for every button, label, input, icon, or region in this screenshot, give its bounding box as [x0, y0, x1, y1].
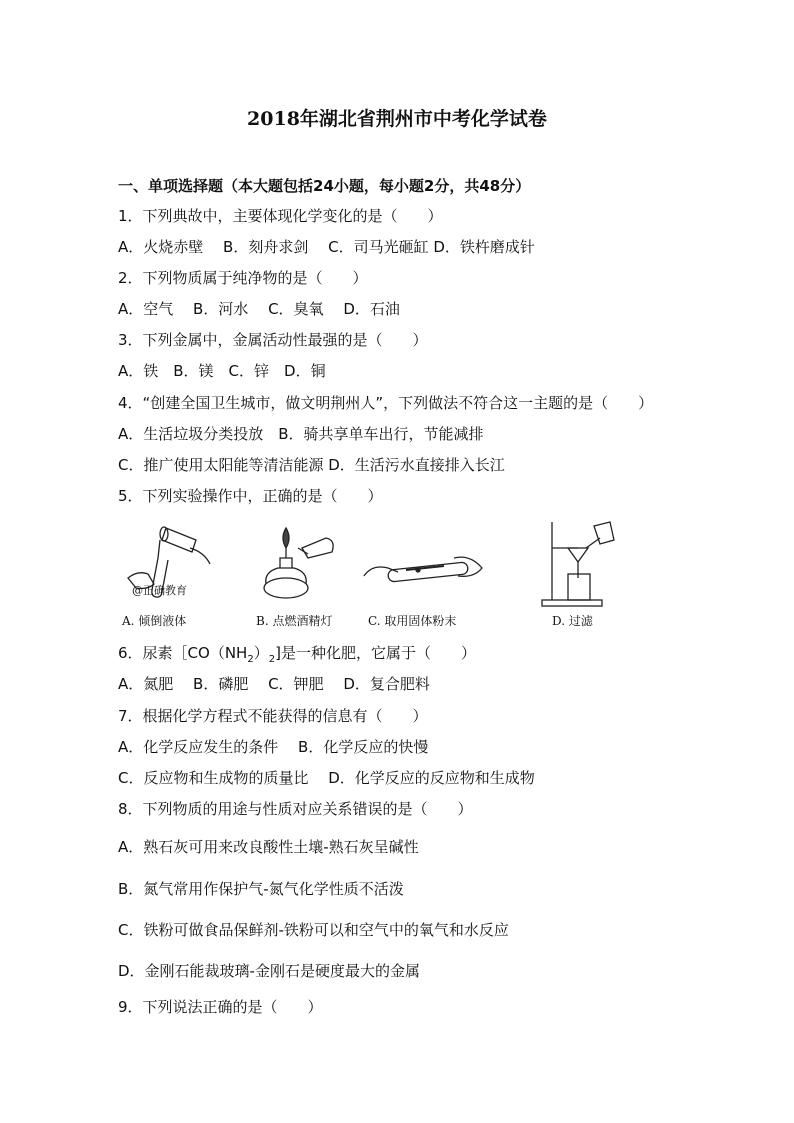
- question-4-options-cd: C．推广使用太阳能等清洁能源 D．生活污水直接排入长江: [118, 456, 505, 474]
- filtration-apparatus-icon: [538, 518, 638, 613]
- question-8-stem: 8．下列物质的用途与性质对应关系错误的是（ ）: [118, 800, 473, 818]
- question-9-stem: 9．下列说法正确的是（ ）: [118, 998, 323, 1016]
- question-6-stem-mid: ）: [253, 644, 269, 662]
- figure-a-caption: A. 倾倒液体: [122, 614, 187, 628]
- question-4-stem: 4．“创建全国卫生城市，做文明荆州人”，下列做法不符合这一主题的是（ ）: [118, 394, 654, 412]
- figure-d-caption: D. 过滤: [552, 614, 593, 628]
- question-6-stem-pre: 6．尿素［CO（NH: [118, 644, 248, 662]
- question-5-stem: 5．下列实验操作中，正确的是（ ）: [118, 487, 383, 505]
- subscript-2b: 2: [268, 654, 276, 665]
- figure-d-filtration: [538, 518, 638, 630]
- question-6-options: A．氮肥 B．磷肥 C．钾肥 D．复合肥料: [118, 675, 430, 693]
- question-7-stem: 7．根据化学方程式不能获得的信息有（ ）: [118, 707, 428, 725]
- question-6-stem-post: ]是一种化肥，它属于（ ）: [275, 644, 476, 662]
- figure-a-pouring-liquid: [118, 518, 228, 630]
- test-tube-powder-icon: [358, 518, 488, 613]
- question-8-option-c: C．铁粉可做食品保鲜剂-铁粉可以和空气中的氧气和水反应: [118, 921, 509, 939]
- question-7-options-cd: C．反应物和生成物的质量比 D．化学反应的反应物和生成物: [118, 769, 535, 787]
- figure-a-watermark: @正确教育: [132, 584, 187, 597]
- question-4-options-ab: A．生活垃圾分类投放 B．骑共享单车出行，节能减排: [118, 425, 484, 443]
- question-6-stem: [118, 643, 476, 670]
- question-3-options: A．铁 B．镁 C．锌 D．铜: [118, 362, 326, 380]
- section-heading: 一、单项选择题（本大题包括24小题，每小题2分，共48分）: [118, 177, 531, 195]
- question-8-option-a: A．熟石灰可用来改良酸性土壤-熟石灰呈碱性: [118, 838, 419, 856]
- question-7-options-ab: A．化学反应发生的条件 B．化学反应的快慢: [118, 738, 429, 756]
- subscript-2: 2: [247, 654, 254, 665]
- page-title: 2018年湖北省荆州市中考化学试卷: [247, 108, 547, 130]
- figure-c-caption: C. 取用固体粉末: [368, 614, 457, 628]
- alcohol-lamp-icon: [246, 518, 356, 613]
- question-8-option-b: B．氮气常用作保护气-氮气化学性质不活泼: [118, 880, 404, 898]
- question-5-figures: [118, 518, 638, 630]
- figure-b-caption: B. 点燃酒精灯: [256, 614, 333, 628]
- pouring-liquid-icon: [118, 518, 228, 613]
- question-1-options: A．火烧赤壁 B．刻舟求剑 C．司马光砸缸 D．铁杵磨成针: [118, 238, 535, 256]
- question-2-stem: 2．下列物质属于纯净物的是（ ）: [118, 269, 368, 287]
- question-3-stem: 3．下列金属中，金属活动性最强的是（ ）: [118, 331, 428, 349]
- figure-c-solid-powder: [358, 518, 488, 630]
- question-1-stem: 1．下列典故中，主要体现化学变化的是（ ）: [118, 207, 443, 225]
- question-2-options: A．空气 B．河水 C．臭氧 D．石油: [118, 300, 400, 318]
- figure-b-lighting-lamp: [246, 518, 356, 630]
- question-8-option-d: D．金刚石能裁玻璃-金刚石是硬度最大的金属: [118, 962, 420, 980]
